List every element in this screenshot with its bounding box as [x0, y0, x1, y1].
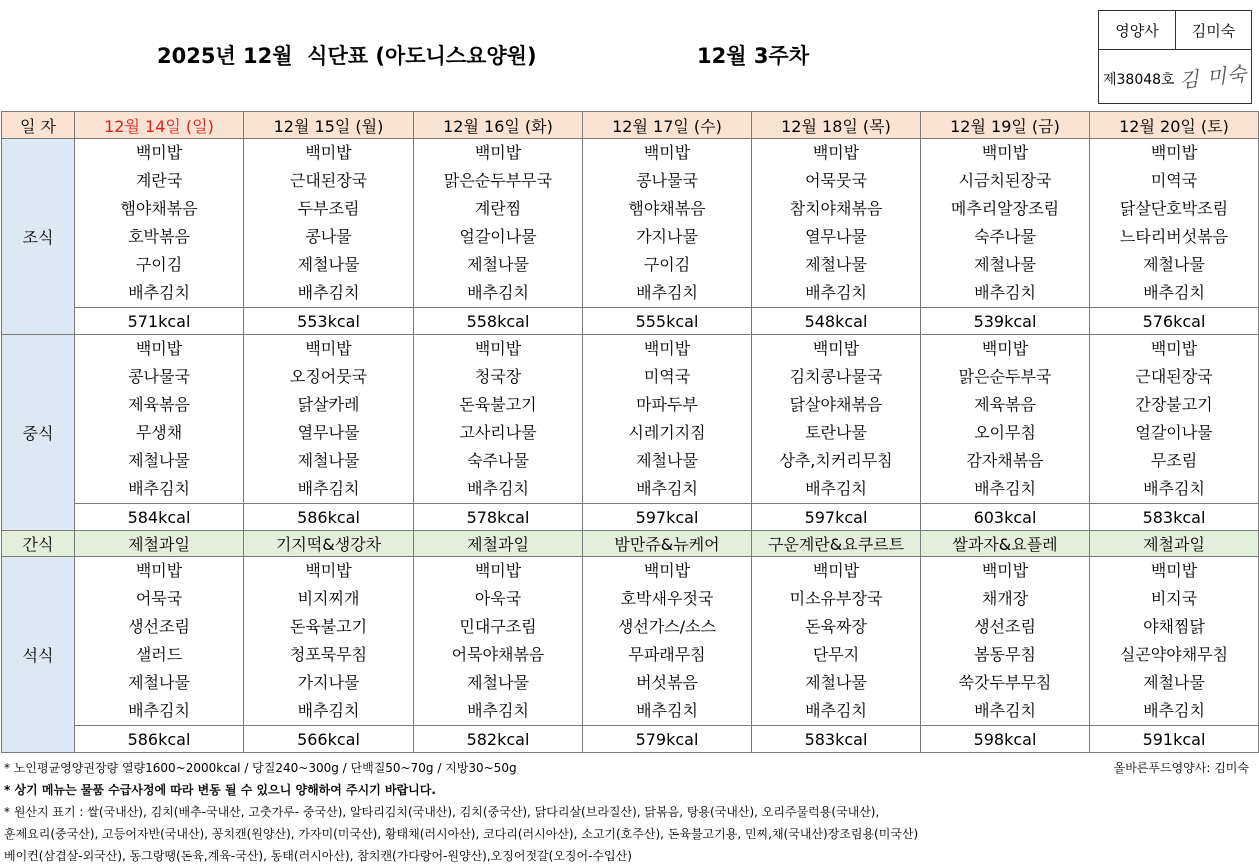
menu-item: 참치야채볶음 — [789, 199, 883, 218]
menu-item: 배추김치 — [805, 283, 867, 302]
menu-item: 간장불고기 — [1135, 395, 1213, 414]
kcal-value: 584kcal — [75, 504, 244, 531]
menu-item: 백미밥 — [474, 143, 522, 162]
license-number: 제38048호 — [1103, 72, 1175, 88]
menu-item: 두부조림 — [297, 199, 360, 218]
lunch-day-cell — [921, 335, 1090, 504]
menu-item: 백미밥 — [474, 339, 522, 358]
dinner-day-cell — [1090, 557, 1259, 726]
weekly-menu-table — [1, 111, 1259, 753]
menu-item: 근대된장국 — [289, 171, 368, 190]
kcal-value: 583kcal — [752, 726, 921, 753]
menu-item: 배추김치 — [128, 479, 190, 498]
menu-item: 제철나물 — [805, 255, 867, 274]
menu-item: 호박새우젓국 — [620, 589, 714, 608]
menu-item: 가지나물 — [636, 227, 698, 246]
date-corner-label: 일 자 — [2, 112, 75, 139]
kcal-value: 598kcal — [921, 726, 1090, 753]
menu-item: 제철나물 — [1143, 673, 1205, 692]
provider-credit: 올바른푸드영양사: 김미숙 — [1113, 761, 1249, 775]
kcal-value: 553kcal — [244, 308, 414, 335]
menu-item: 어묵국 — [135, 589, 183, 608]
menu-item: 얼갈이나물 — [459, 227, 537, 246]
menu-item: 제철나물 — [128, 451, 190, 470]
menu-item: 백미밥 — [643, 561, 691, 580]
menu-item: 배추김치 — [974, 479, 1036, 498]
menu-item: 배추김치 — [636, 701, 698, 720]
menu-item: 비지찌개 — [297, 589, 360, 608]
menu-item: 배추김치 — [467, 479, 529, 498]
dinner-label: 석식 — [2, 557, 75, 753]
breakfast-day-cell — [921, 139, 1090, 308]
menu-item: 채개장 — [981, 589, 1029, 608]
snack-item: 제철과일 — [75, 531, 244, 557]
menu-item: 무생채 — [135, 423, 183, 442]
snack-item: 기지떡&생강차 — [244, 531, 414, 557]
menu-item: 햄야채볶음 — [628, 199, 706, 218]
menu-item: 배추김치 — [467, 701, 529, 720]
menu-item: 계란국 — [135, 171, 183, 190]
snack-item: 제철과일 — [1090, 531, 1259, 557]
kcal-value: 586kcal — [75, 726, 244, 753]
menu-item: 콩나물 — [305, 227, 352, 246]
origin-note-3: 베이컨(삼겹살-외국산), 동그랑땡(돈육,계육-국산), 동태(러시아산), 참치캔(가다랑어-원양산),오징어젓갈(오징어-수입산) — [4, 849, 632, 863]
menu-item: 백미밥 — [812, 339, 860, 358]
menu-item: 마파두부 — [636, 395, 698, 414]
menu-item: 백미밥 — [643, 143, 691, 162]
menu-item: 구이김 — [643, 255, 691, 274]
menu-item: 미역국 — [643, 367, 691, 386]
menu-item: 메추리알장조림 — [950, 199, 1060, 218]
lunch-label: 중식 — [2, 335, 75, 531]
menu-item: 백미밥 — [812, 143, 860, 162]
snack-item: 밤만쥬&뉴케어 — [583, 531, 752, 557]
menu-item: 버섯볶음 — [636, 673, 698, 692]
menu-item: 근대된장국 — [1135, 367, 1213, 386]
date-header: 12월 14일 (일) — [75, 112, 244, 139]
menu-item: 숙주나물 — [467, 451, 529, 470]
breakfast-day-cell — [75, 139, 244, 308]
page-title: 2025년 12월 식단표 (아도니스요양원) — [157, 44, 537, 68]
notes — [4, 757, 918, 867]
menu-item: 계란찜 — [474, 199, 522, 218]
dinner-day-cell — [414, 557, 583, 726]
kcal-value: 566kcal — [244, 726, 414, 753]
menu-item: 시금치된장국 — [958, 171, 1052, 190]
menu-item: 백미밥 — [305, 561, 352, 580]
snack-item: 제철과일 — [414, 531, 583, 557]
week-label: 12월 3주차 — [697, 44, 810, 68]
kcal-value: 548kcal — [752, 308, 921, 335]
dinner-day-cell — [244, 557, 414, 726]
menu-item: 민대구조림 — [459, 617, 537, 636]
menu-item: 봄동무침 — [974, 645, 1036, 664]
menu-item: 얼갈이나물 — [1135, 423, 1213, 442]
menu-item: 아욱국 — [474, 589, 522, 608]
menu-item: 백미밥 — [135, 339, 183, 358]
kcal-value: 583kcal — [1090, 504, 1259, 531]
dinner-day-cell — [583, 557, 752, 726]
kcal-value: 586kcal — [244, 504, 414, 531]
dinner-day-cell — [75, 557, 244, 726]
menu-item: 제철나물 — [297, 255, 360, 274]
date-header-row — [2, 112, 1259, 139]
menu-item: 제철나물 — [974, 255, 1036, 274]
snack-item: 쌀과자&요플레 — [921, 531, 1090, 557]
menu-item: 맑은순두부국 — [958, 367, 1052, 386]
date-header: 12월 15일 (월) — [244, 112, 414, 139]
menu-item: 청국장 — [474, 367, 522, 386]
breakfast-day-cell — [244, 139, 414, 308]
breakfast-day-cell — [414, 139, 583, 308]
dietitian-name: 김미숙 — [1176, 11, 1251, 50]
kcal-value: 603kcal — [921, 504, 1090, 531]
menu-item: 닭살카레 — [297, 395, 360, 414]
menu-item: 무조림 — [1150, 451, 1198, 470]
menu-item: 단무지 — [812, 645, 860, 664]
menu-item: 닭살단호박조림 — [1119, 199, 1229, 218]
dietitian-role: 영양사 — [1099, 11, 1176, 50]
menu-item: 맑은순두부무국 — [443, 171, 553, 190]
menu-item: 구이김 — [135, 255, 183, 274]
menu-item: 제철나물 — [1143, 255, 1205, 274]
menu-item: 배추김치 — [805, 479, 867, 498]
breakfast-day-cell — [752, 139, 921, 308]
date-header: 12월 16일 (화) — [414, 112, 583, 139]
change-notice: * 상기 메뉴는 물품 수급사정에 따라 변동 될 수 있으니 양해하여 주시기 바랍니다. — [4, 783, 436, 797]
menu-item: 백미밥 — [305, 143, 352, 162]
date-header: 12월 18일 (목) — [752, 112, 921, 139]
menu-item: 오이무침 — [974, 423, 1036, 442]
menu-item: 배추김치 — [636, 283, 698, 302]
breakfast-row — [2, 139, 1259, 308]
menu-item: 어묵뭇국 — [805, 171, 867, 190]
lunch-day-cell — [75, 335, 244, 504]
kcal-value: 579kcal — [583, 726, 752, 753]
menu-item: 상추,치커리무침 — [779, 451, 893, 470]
menu-item: 느타리버섯볶음 — [1119, 227, 1229, 246]
menu-item: 배추김치 — [297, 479, 360, 498]
menu-item: 배추김치 — [974, 701, 1036, 720]
menu-item: 생선가스/소스 — [617, 617, 717, 636]
menu-item: 샐러드 — [135, 645, 183, 664]
menu-item: 제육볶음 — [974, 395, 1036, 414]
snack-item: 구운계란&요쿠르트 — [752, 531, 921, 557]
lunch-kcal-row — [2, 504, 1259, 531]
menu-item: 배추김치 — [1143, 479, 1205, 498]
menu-item: 야채찜닭 — [1143, 617, 1205, 636]
menu-item: 백미밥 — [981, 143, 1029, 162]
menu-item: 백미밥 — [135, 561, 183, 580]
menu-item: 미소유부장국 — [789, 589, 883, 608]
date-header: 12월 19일 (금) — [921, 112, 1090, 139]
menu-item: 호박볶음 — [128, 227, 190, 246]
dinner-kcal-row — [2, 726, 1259, 753]
menu-item: 배추김치 — [297, 701, 360, 720]
breakfast-kcal-row — [2, 308, 1259, 335]
menu-item: 제육볶음 — [128, 395, 190, 414]
kcal-value: 578kcal — [414, 504, 583, 531]
kcal-value: 576kcal — [1090, 308, 1259, 335]
date-header: 12월 17일 (수) — [583, 112, 752, 139]
menu-item: 열무나물 — [805, 227, 867, 246]
kcal-value: 597kcal — [752, 504, 921, 531]
menu-item: 햄야채볶음 — [120, 199, 198, 218]
menu-item: 콩나물국 — [636, 171, 698, 190]
menu-item: 오징어뭇국 — [289, 367, 368, 386]
kcal-value: 591kcal — [1090, 726, 1259, 753]
lunch-day-cell — [752, 335, 921, 504]
menu-item: 백미밥 — [135, 143, 183, 162]
menu-item: 백미밥 — [1150, 143, 1198, 162]
menu-item: 청포묵무침 — [289, 645, 368, 664]
menu-item: 배추김치 — [1143, 701, 1205, 720]
kcal-value: 558kcal — [414, 308, 583, 335]
menu-item: 미역국 — [1150, 171, 1198, 190]
menu-item: 열무나물 — [297, 423, 360, 442]
menu-item: 쑥갓두부무침 — [958, 673, 1052, 692]
menu-item: 제철나물 — [128, 673, 190, 692]
menu-item: 배추김치 — [128, 283, 190, 302]
kcal-value: 597kcal — [583, 504, 752, 531]
menu-item: 제철나물 — [805, 673, 867, 692]
menu-item: 배추김치 — [1143, 283, 1205, 302]
breakfast-label: 조식 — [2, 139, 75, 335]
menu-item: 배추김치 — [467, 283, 529, 302]
menu-item: 토란나물 — [805, 423, 867, 442]
approval-box — [1098, 10, 1252, 104]
menu-item: 백미밥 — [981, 339, 1029, 358]
lunch-day-cell — [583, 335, 752, 504]
menu-item: 백미밥 — [1150, 561, 1198, 580]
kcal-value: 555kcal — [583, 308, 752, 335]
lunch-day-cell — [1090, 335, 1259, 504]
kcal-value: 571kcal — [75, 308, 244, 335]
menu-item: 백미밥 — [643, 339, 691, 358]
nutrition-note: * 노인평균영양권장량 열량1600~2000kcal / 당질240~300g / 단백질50~70g / 지방30~50g — [4, 761, 517, 775]
menu-item: 백미밥 — [305, 339, 352, 358]
date-header: 12월 20일 (토) — [1090, 112, 1259, 139]
dinner-row — [2, 557, 1259, 726]
menu-item: 돈육불고기 — [289, 617, 368, 636]
kcal-value: 582kcal — [414, 726, 583, 753]
origin-note-2: 훈제요리(중국산), 고등어자반(국내산), 꽁치캔(원양산), 가자미(미국산), 황태채(러시아산), 코다리(러시아산), 소고기(호주산), 돈육불고기용, 민찌,채(국내산)장조림용(미국산) — [4, 827, 919, 841]
menu-item: 콩나물국 — [128, 367, 190, 386]
lunch-day-cell — [414, 335, 583, 504]
menu-item: 숙주나물 — [974, 227, 1036, 246]
lunch-day-cell — [244, 335, 414, 504]
handwritten-signature: 김 미숙 — [1178, 61, 1249, 93]
menu-item: 시레기지짐 — [628, 423, 706, 442]
menu-item: 제철나물 — [467, 673, 529, 692]
menu-item: 실곤약야채무침 — [1119, 645, 1229, 664]
menu-item: 배추김치 — [297, 283, 360, 302]
menu-item: 제철나물 — [467, 255, 529, 274]
breakfast-day-cell — [583, 139, 752, 308]
menu-item: 배추김치 — [805, 701, 867, 720]
menu-item: 배추김치 — [636, 479, 698, 498]
menu-item: 돈육짜장 — [805, 617, 867, 636]
dinner-day-cell — [921, 557, 1090, 726]
menu-item: 어묵야채볶음 — [451, 645, 545, 664]
menu-item: 백미밥 — [812, 561, 860, 580]
snack-label: 간식 — [2, 531, 75, 557]
menu-item: 백미밥 — [1150, 339, 1198, 358]
dinner-day-cell — [752, 557, 921, 726]
menu-item: 감자채볶음 — [966, 451, 1044, 470]
breakfast-day-cell — [1090, 139, 1259, 308]
menu-item: 김치콩나물국 — [789, 367, 883, 386]
snack-row — [2, 531, 1259, 557]
menu-item: 제철나물 — [636, 451, 698, 470]
menu-item: 돈육불고기 — [459, 395, 537, 414]
lunch-row — [2, 335, 1259, 504]
menu-item: 닭살야채볶음 — [789, 395, 883, 414]
menu-item: 고사리나물 — [459, 423, 537, 442]
menu-item: 가지나물 — [297, 673, 360, 692]
menu-item: 생선조림 — [974, 617, 1036, 636]
menu-item: 백미밥 — [981, 561, 1029, 580]
kcal-value: 539kcal — [921, 308, 1090, 335]
menu-item: 비지국 — [1150, 589, 1198, 608]
menu-item: 백미밥 — [474, 561, 522, 580]
menu-item: 제철나물 — [297, 451, 360, 470]
menu-item: 생선조림 — [128, 617, 190, 636]
menu-item: 무파래무침 — [628, 645, 706, 664]
origin-note-1: * 원산지 표기 : 쌀(국내산), 김치(배추-국내산, 고춧가루- 중국산), 알타리김치(국내산), 김치(중국산), 닭다리살(브라질산), 닭볶음, 탕용(국내산), 오리주물럭용(국내산), — [4, 805, 880, 819]
menu-item: 배추김치 — [128, 701, 190, 720]
menu-item: 배추김치 — [974, 283, 1036, 302]
